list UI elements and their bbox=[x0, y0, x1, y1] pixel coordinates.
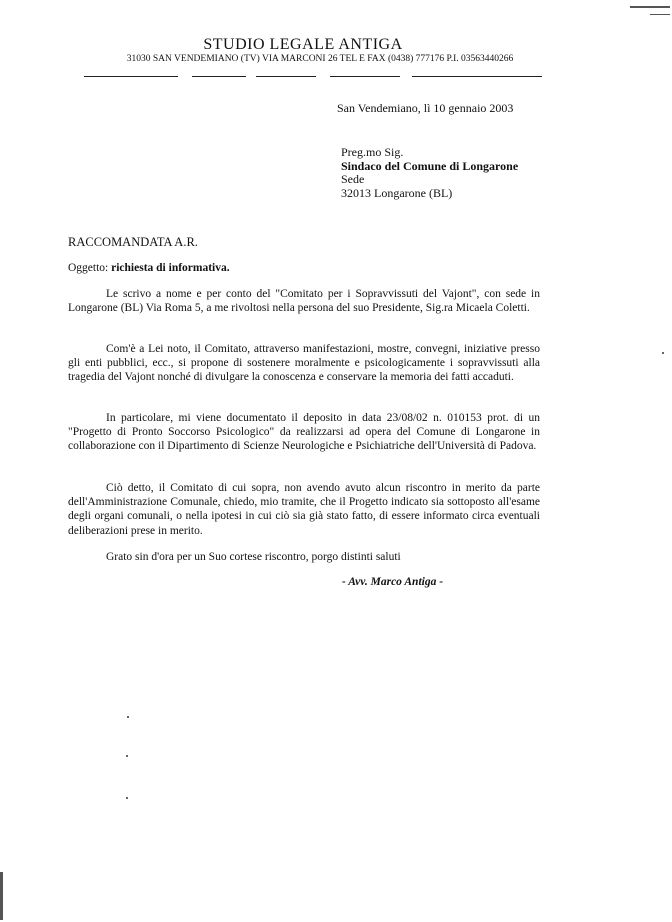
signature: - Avv. Marco Antiga - bbox=[342, 576, 444, 588]
body-paragraph: Le scrivo a nome e per conto del "Comitato per i Sopravvissuti del Vajont", con sede in Longarone (BL) Via Roma 5, a me rivoltosi nella persona del suo Presidente, Sig.ra Micaela Coletti. bbox=[68, 288, 540, 315]
letterhead-title: STUDIO LEGALE ANTIGA bbox=[203, 36, 403, 53]
scan-speck bbox=[662, 352, 664, 354]
letterhead-rule bbox=[412, 76, 542, 77]
recipient-office: Sede bbox=[341, 172, 365, 186]
subject-line bbox=[68, 262, 230, 274]
scan-speck bbox=[126, 755, 128, 757]
letter-date: San Vendemiano, lì 10 gennaio 2003 bbox=[337, 101, 514, 115]
scan-speck bbox=[127, 716, 129, 718]
letterhead-rule bbox=[84, 76, 178, 77]
scan-mark bbox=[0, 872, 3, 920]
letterhead-address: 31030 SAN VENDEMIANO (TV) VIA MARCONI 26 TEL E FAX (0438) 777176 P.I. 03563440266 bbox=[126, 54, 514, 64]
subject-text: richiesta di informativa. bbox=[111, 262, 230, 274]
delivery-method: RACCOMANDATA A.R. bbox=[68, 235, 198, 249]
scan-mark bbox=[650, 14, 670, 15]
scan-speck bbox=[126, 797, 128, 799]
scan-mark bbox=[630, 6, 670, 8]
body-paragraph: In particolare, mi viene documentato il deposito in data 23/08/02 n. 010153 prot. di un "Progetto di Pronto Soccorso Psicologico" da realizzarsi ad opera del Comune di Longarone in collaborazione con il Dipartimento di Scienze Neurologiche e Psichiatriche dell'Università di Padova. bbox=[68, 412, 540, 453]
recipient-name: Sindaco del Comune di Longarone bbox=[341, 158, 519, 173]
recipient-city: 32013 Longarone (BL) bbox=[341, 185, 453, 200]
letterhead-rule bbox=[330, 76, 400, 77]
body-paragraph: Ciò detto, il Comitato di cui sopra, non avendo avuto alcun riscontro in merito da parte dell'Amministrazione Comunale, chiedo, mio tramite, che il Progetto indicato sia sottoposto all'esame degli organi comunali, o nella ipotesi in cui ciò sia già stato fatto, di essere informato circa eventuali deliberazioni prese in merito. bbox=[68, 482, 540, 537]
letterhead-rule bbox=[256, 76, 316, 77]
subject-label: Oggetto: bbox=[68, 262, 109, 274]
letterhead-rule bbox=[192, 76, 246, 77]
recipient-block bbox=[341, 146, 518, 200]
body-paragraph: Grato sin d'ora per un Suo cortese riscontro, porgo distinti saluti bbox=[106, 551, 401, 563]
recipient-salutation: Preg.mo Sig. bbox=[341, 145, 404, 159]
body-paragraph: Com'è a Lei noto, il Comitato, attraverso manifestazioni, mostre, convegni, iniziative presso gli enti pubblici, ecc., si propone di sostenere moralmente e psicologicamente i sopravvissuti alla tragedia del Vajont nonché di divulgare la conoscenza e conservare la memoria dei fatti accaduti. bbox=[68, 343, 540, 384]
